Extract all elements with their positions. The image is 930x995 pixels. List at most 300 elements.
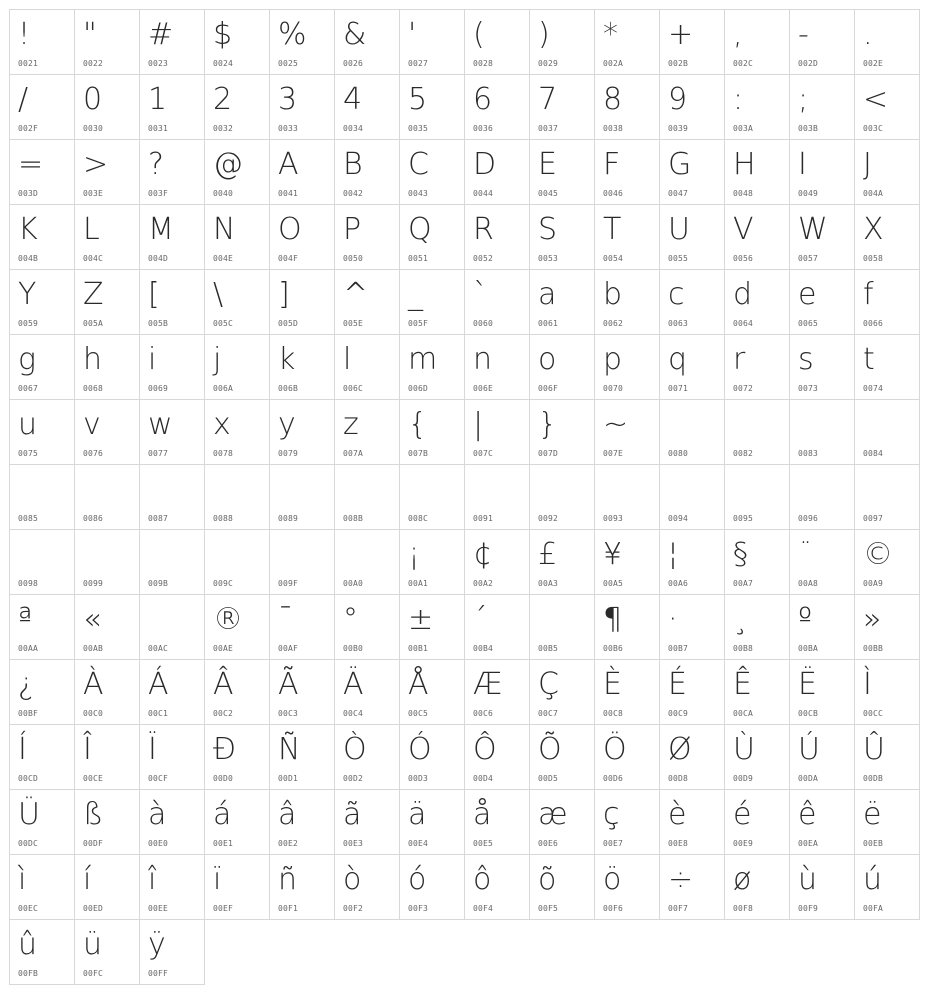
glyph-char: d <box>733 277 753 312</box>
glyph-code: 0095 <box>733 514 754 523</box>
glyph-cell <box>659 9 725 75</box>
glyph-char: x <box>213 407 231 442</box>
glyph-char: 3 <box>278 82 298 117</box>
glyph-cell <box>854 204 920 270</box>
glyph-cell <box>399 74 465 140</box>
glyph-char: ¯ <box>278 602 293 637</box>
glyph-code: 00F4 <box>473 904 494 913</box>
glyph-char: / <box>18 82 29 117</box>
glyph-char: W <box>798 212 828 247</box>
glyph-cell <box>334 659 400 725</box>
glyph-code: 00A8 <box>798 579 819 588</box>
glyph-code: 00F8 <box>733 904 754 913</box>
glyph-code: 00DC <box>18 839 39 848</box>
glyph-char: © <box>863 537 893 572</box>
glyph-char: û <box>18 927 38 962</box>
glyph-code: 0088 <box>213 514 234 523</box>
glyph-char: ¥ <box>603 537 623 572</box>
glyph-char: Ø <box>668 732 692 767</box>
glyph-code: 0046 <box>603 189 624 198</box>
glyph-code: 00C2 <box>213 709 234 718</box>
glyph-code: 009F <box>278 579 299 588</box>
glyph-code: 00C6 <box>473 709 494 718</box>
glyph-cell <box>529 529 595 595</box>
glyph-code: 0086 <box>83 514 104 523</box>
glyph-cell <box>594 529 660 595</box>
glyph-code: 00EB <box>863 839 884 848</box>
glyph-char: o <box>538 342 557 377</box>
glyph-code: 0069 <box>148 384 169 393</box>
glyph-char: $ <box>213 17 233 52</box>
glyph-cell <box>789 9 855 75</box>
glyph-code: 00A1 <box>408 579 429 588</box>
glyph-cell <box>334 854 400 920</box>
glyph-char: ë <box>863 797 882 832</box>
glyph-cell <box>854 9 920 75</box>
glyph-code: 00CD <box>18 774 39 783</box>
glyph-code: 002F <box>18 124 39 133</box>
glyph-cell <box>399 269 465 335</box>
glyph-code: 0085 <box>18 514 39 523</box>
glyph-code: 00B8 <box>733 644 754 653</box>
glyph-code: 004C <box>83 254 104 263</box>
glyph-cell <box>464 269 530 335</box>
glyph-code: 002C <box>733 59 754 68</box>
glyph-cell <box>659 464 725 530</box>
glyph-char: , <box>733 17 743 52</box>
glyph-code: 0031 <box>148 124 169 133</box>
glyph-code: 0028 <box>473 59 494 68</box>
glyph-code: 00A7 <box>733 579 754 588</box>
glyph-char: ¸ <box>733 602 748 637</box>
glyph-cell <box>529 464 595 530</box>
glyph-code: 00C3 <box>278 709 299 718</box>
glyph-char: 0 <box>83 82 103 117</box>
glyph-cell <box>399 529 465 595</box>
glyph-char: S <box>538 212 558 247</box>
glyph-cell <box>139 919 205 985</box>
glyph-cell <box>464 854 530 920</box>
glyph-char: Æ <box>473 667 503 702</box>
glyph-cell <box>74 594 140 660</box>
glyph-cell <box>399 594 465 660</box>
glyph-code: 0093 <box>603 514 624 523</box>
glyph-char: Â <box>213 667 234 702</box>
glyph-code: 0073 <box>798 384 819 393</box>
glyph-code: 004D <box>148 254 169 263</box>
glyph-char: ñ <box>278 862 298 897</box>
glyph-char: Ê <box>733 667 752 702</box>
glyph-cell <box>334 789 400 855</box>
glyph-char: N <box>213 212 236 247</box>
glyph-code: 004E <box>213 254 234 263</box>
glyph-code: 00A6 <box>668 579 689 588</box>
glyph-char: C <box>408 147 429 182</box>
glyph-cell <box>854 464 920 530</box>
glyph-cell <box>139 854 205 920</box>
glyph-cell <box>204 399 270 465</box>
glyph-cell <box>464 594 530 660</box>
glyph-char: ß <box>83 797 104 832</box>
glyph-code: 0030 <box>83 124 104 133</box>
glyph-code: 00D0 <box>213 774 234 783</box>
glyph-code: 00DF <box>83 839 104 848</box>
glyph-cell <box>399 789 465 855</box>
glyph-char: ) <box>538 17 550 52</box>
glyph-cell <box>74 529 140 595</box>
glyph-code: 0083 <box>798 449 819 458</box>
glyph-cell <box>789 399 855 465</box>
glyph-code: 00AE <box>213 644 234 653</box>
glyph-cell <box>464 139 530 205</box>
glyph-char: B <box>343 147 363 182</box>
glyph-char: q <box>668 342 688 377</box>
glyph-code: 00E0 <box>148 839 169 848</box>
glyph-cell <box>529 269 595 335</box>
glyph-code: 00F2 <box>343 904 364 913</box>
glyph-code: 0049 <box>798 189 819 198</box>
glyph-code: 0096 <box>798 514 819 523</box>
glyph-code: 006E <box>473 384 494 393</box>
glyph-code: 0064 <box>733 319 754 328</box>
glyph-code: 003D <box>18 189 39 198</box>
glyph-char: k <box>278 342 296 377</box>
glyph-cell <box>659 854 725 920</box>
glyph-cell <box>399 659 465 725</box>
glyph-code: 0041 <box>278 189 299 198</box>
glyph-code: 00D5 <box>538 774 559 783</box>
glyph-code: 005F <box>408 319 429 328</box>
glyph-char: @ <box>213 147 243 182</box>
glyph-char: M <box>148 212 174 247</box>
glyph-cell <box>724 789 790 855</box>
glyph-char: ] <box>278 277 290 312</box>
glyph-code: 0053 <box>538 254 559 263</box>
glyph-code: 00ED <box>83 904 104 913</box>
glyph-char: ï <box>213 862 222 897</box>
glyph-char: Ü <box>18 797 40 832</box>
glyph-char: + <box>668 17 694 52</box>
glyph-code: 0039 <box>668 124 689 133</box>
glyph-cell <box>789 594 855 660</box>
glyph-char: F <box>603 147 621 182</box>
glyph-code: 0050 <box>343 254 364 263</box>
glyph-cell <box>789 74 855 140</box>
glyph-char: v <box>83 407 101 442</box>
glyph-code: 0074 <box>863 384 884 393</box>
glyph-code: 005D <box>278 319 299 328</box>
glyph-char: D <box>473 147 497 182</box>
glyph-char: · <box>668 602 678 637</box>
glyph-code: 00EF <box>213 904 234 913</box>
glyph-char: ú <box>863 862 883 897</box>
glyph-code: 00D4 <box>473 774 494 783</box>
glyph-code: 0038 <box>603 124 624 133</box>
glyph-code: 00C1 <box>148 709 169 718</box>
glyph-char: & <box>343 17 367 52</box>
glyph-code: 0045 <box>538 189 559 198</box>
glyph-char: ¦ <box>668 537 679 572</box>
glyph-cell <box>854 399 920 465</box>
glyph-char: Ù <box>733 732 755 767</box>
glyph-code: 0089 <box>278 514 299 523</box>
glyph-char: ¨ <box>798 537 813 572</box>
glyph-code: 00B4 <box>473 644 494 653</box>
glyph-cell <box>74 74 140 140</box>
glyph-code: 00E6 <box>538 839 559 848</box>
glyph-char: A <box>278 147 299 182</box>
glyph-cell <box>724 139 790 205</box>
glyph-cell <box>269 854 335 920</box>
glyph-code: 00E7 <box>603 839 624 848</box>
glyph-cell <box>204 464 270 530</box>
glyph-cell <box>269 594 335 660</box>
glyph-cell <box>854 334 920 400</box>
glyph-code: 0034 <box>343 124 364 133</box>
glyph-code: 004A <box>863 189 884 198</box>
glyph-char: ÷ <box>668 862 694 897</box>
glyph-char: Í <box>18 732 27 767</box>
glyph-code: 003A <box>733 124 754 133</box>
glyph-code: 0033 <box>278 124 299 133</box>
glyph-char: * <box>603 17 618 52</box>
glyph-char: õ <box>538 862 557 897</box>
glyph-char: Û <box>863 732 885 767</box>
glyph-cell <box>594 334 660 400</box>
glyph-char: V <box>733 212 754 247</box>
glyph-char: p <box>603 342 623 377</box>
glyph-code: 00F9 <box>798 904 819 913</box>
glyph-cell <box>789 269 855 335</box>
glyph-char: Ú <box>798 732 820 767</box>
glyph-cell <box>9 854 75 920</box>
glyph-code: 0061 <box>538 319 559 328</box>
glyph-code: 008B <box>343 514 364 523</box>
glyph-cell <box>724 854 790 920</box>
glyph-char: ± <box>408 602 434 637</box>
glyph-code: 003F <box>148 189 169 198</box>
glyph-cell <box>139 399 205 465</box>
glyph-char: ì <box>18 862 27 897</box>
glyph-char: è <box>668 797 687 832</box>
glyph-code: 009B <box>148 579 169 588</box>
glyph-char: H <box>733 147 756 182</box>
glyph-code: 006B <box>278 384 299 393</box>
glyph-char: Á <box>148 667 169 702</box>
glyph-cell <box>659 334 725 400</box>
glyph-code: 00AF <box>278 644 299 653</box>
glyph-cell <box>269 789 335 855</box>
glyph-code: 0092 <box>538 514 559 523</box>
glyph-cell <box>334 399 400 465</box>
glyph-code: 008C <box>408 514 429 523</box>
glyph-code: 00E1 <box>213 839 234 848</box>
glyph-code: 0056 <box>733 254 754 263</box>
glyph-cell <box>269 204 335 270</box>
glyph-cell <box>594 399 660 465</box>
glyph-char: Ô <box>473 732 497 767</box>
glyph-cell <box>334 139 400 205</box>
glyph-char: t <box>863 342 875 377</box>
glyph-code: 00A9 <box>863 579 884 588</box>
glyph-cell <box>139 269 205 335</box>
glyph-cell <box>789 789 855 855</box>
glyph-code: 0032 <box>213 124 234 133</box>
glyph-char: { <box>408 407 428 442</box>
glyph-code: 0077 <box>148 449 169 458</box>
glyph-cell <box>139 464 205 530</box>
glyph-code: 007A <box>343 449 364 458</box>
glyph-cell <box>464 529 530 595</box>
glyph-char: [ <box>148 277 160 312</box>
glyph-cell <box>594 854 660 920</box>
glyph-cell <box>724 204 790 270</box>
glyph-char: í <box>83 862 92 897</box>
glyph-char: æ <box>538 797 568 832</box>
glyph-char: _ <box>408 277 423 312</box>
glyph-code: 00B5 <box>538 644 559 653</box>
glyph-cell <box>334 464 400 530</box>
glyph-code: 0098 <box>18 579 39 588</box>
glyph-cell <box>204 74 270 140</box>
glyph-code: 0054 <box>603 254 624 263</box>
glyph-cell <box>529 789 595 855</box>
glyph-code: 0072 <box>733 384 754 393</box>
glyph-cell <box>139 139 205 205</box>
glyph-code: 0075 <box>18 449 39 458</box>
glyph-cell <box>789 204 855 270</box>
glyph-char: º <box>798 602 813 637</box>
glyph-char: # <box>148 17 174 52</box>
glyph-code: 0047 <box>668 189 689 198</box>
glyph-char: c <box>668 277 685 312</box>
glyph-cell <box>139 789 205 855</box>
glyph-cell <box>9 659 75 725</box>
glyph-cell <box>659 789 725 855</box>
glyph-code: 006C <box>343 384 364 393</box>
glyph-code: 00C8 <box>603 709 624 718</box>
glyph-char: > <box>83 147 109 182</box>
glyph-code: 00F6 <box>603 904 624 913</box>
glyph-code: 0084 <box>863 449 884 458</box>
glyph-code: 00BF <box>18 709 39 718</box>
glyph-char: ¶ <box>603 602 623 637</box>
glyph-code: 005C <box>213 319 234 328</box>
glyph-cell <box>464 9 530 75</box>
glyph-code: 00FF <box>148 969 169 978</box>
glyph-cell <box>724 529 790 595</box>
glyph-cell <box>269 139 335 205</box>
glyph-cell <box>334 204 400 270</box>
glyph-code: 0066 <box>863 319 884 328</box>
glyph-cell <box>594 724 660 790</box>
glyph-char: j <box>213 342 222 377</box>
glyph-code: 0043 <box>408 189 429 198</box>
glyph-code: 00E4 <box>408 839 429 848</box>
glyph-cell <box>594 269 660 335</box>
glyph-char: P <box>343 212 362 247</box>
glyph-cell <box>659 204 725 270</box>
glyph-cell <box>789 139 855 205</box>
glyph-char: Ò <box>343 732 367 767</box>
glyph-char: O <box>278 212 302 247</box>
glyph-cell <box>204 204 270 270</box>
glyph-char: Ä <box>343 667 364 702</box>
glyph-code: 0067 <box>18 384 39 393</box>
glyph-code: 002D <box>798 59 819 68</box>
glyph-code: 0070 <box>603 384 624 393</box>
glyph-code: 004F <box>278 254 299 263</box>
glyph-cell <box>74 464 140 530</box>
glyph-cell <box>724 659 790 725</box>
glyph-code: 003B <box>798 124 819 133</box>
glyph-char: ¿ <box>18 667 35 702</box>
glyph-cell <box>724 9 790 75</box>
glyph-cell <box>464 464 530 530</box>
glyph-cell <box>399 139 465 205</box>
glyph-char: 6 <box>473 82 493 117</box>
glyph-cell <box>399 854 465 920</box>
glyph-char: ? <box>148 147 164 182</box>
glyph-cell <box>9 204 75 270</box>
glyph-cell <box>854 659 920 725</box>
glyph-char: ÿ <box>148 927 166 962</box>
glyph-code: 0087 <box>148 514 169 523</box>
glyph-cell <box>139 74 205 140</box>
glyph-cell <box>9 74 75 140</box>
glyph-char: ^ <box>343 277 369 312</box>
glyph-cell <box>659 594 725 660</box>
glyph-char: ó <box>408 862 427 897</box>
glyph-cell <box>789 334 855 400</box>
glyph-cell <box>529 9 595 75</box>
glyph-char: 7 <box>538 82 558 117</box>
glyph-code: 0091 <box>473 514 494 523</box>
glyph-code: 00CF <box>148 774 169 783</box>
glyph-cell <box>269 74 335 140</box>
glyph-cell <box>9 594 75 660</box>
glyph-char: é <box>733 797 752 832</box>
glyph-cell <box>529 399 595 465</box>
glyph-char: n <box>473 342 493 377</box>
glyph-cell <box>269 659 335 725</box>
glyph-char: ê <box>798 797 817 832</box>
glyph-code: 0076 <box>83 449 104 458</box>
glyph-code: 0022 <box>83 59 104 68</box>
glyph-cell <box>529 724 595 790</box>
glyph-code: 007B <box>408 449 429 458</box>
glyph-code: 0044 <box>473 189 494 198</box>
glyph-code: 0026 <box>343 59 364 68</box>
glyph-code: 00C0 <box>83 709 104 718</box>
glyph-cell <box>74 724 140 790</box>
glyph-code: 0071 <box>668 384 689 393</box>
glyph-code: 0024 <box>213 59 234 68</box>
glyph-code: 00CB <box>798 709 819 718</box>
glyph-code: 00BB <box>863 644 884 653</box>
glyph-char: Ï <box>148 732 157 767</box>
glyph-code: 00D9 <box>733 774 754 783</box>
glyph-code: 00B1 <box>408 644 429 653</box>
glyph-cell <box>399 399 465 465</box>
glyph-char: I <box>798 147 807 182</box>
glyph-cell <box>594 9 660 75</box>
glyph-code: 0027 <box>408 59 429 68</box>
glyph-code: 00CE <box>83 774 104 783</box>
glyph-code: 006A <box>213 384 234 393</box>
glyph-cell <box>139 594 205 660</box>
glyph-char: Y <box>18 277 37 312</box>
